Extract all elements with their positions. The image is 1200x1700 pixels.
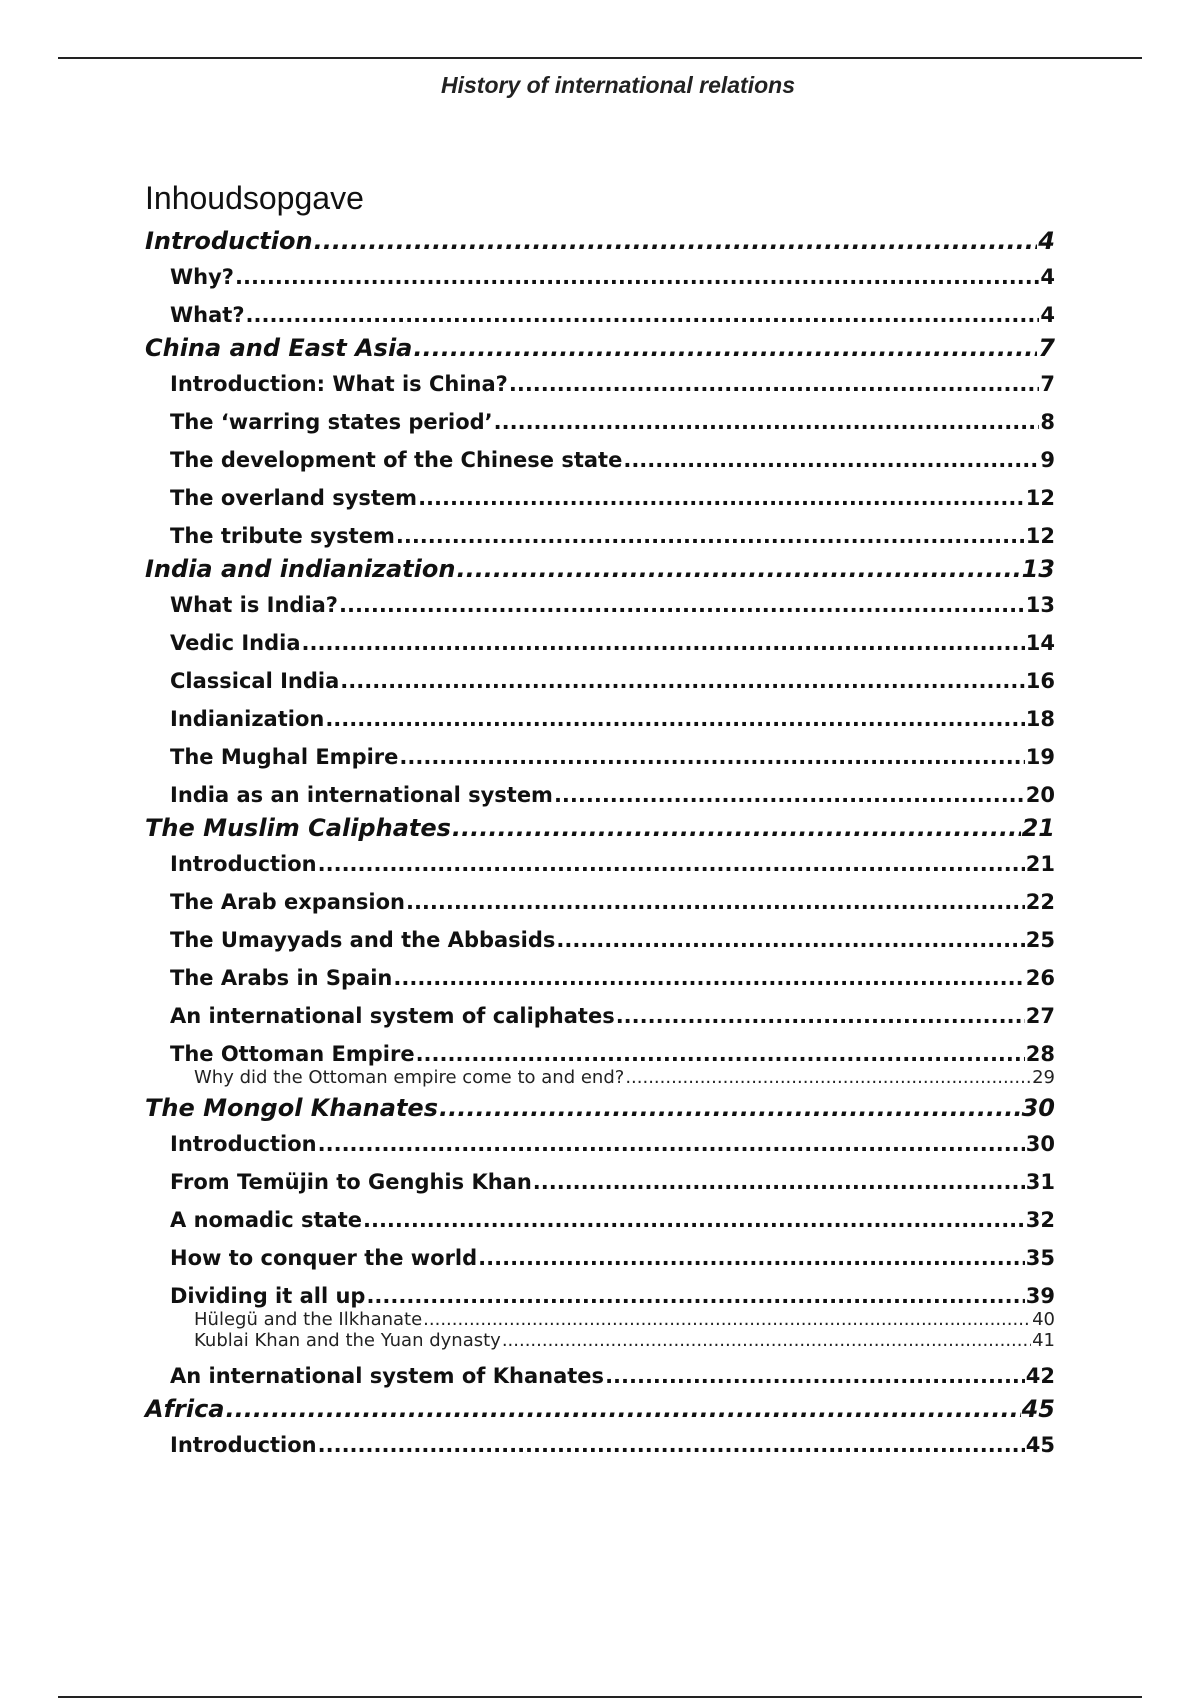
toc-entry-label: The overland system [170,486,418,510]
toc-entry-page: 7 [1038,334,1055,362]
toc-entry[interactable] [170,409,1055,435]
toc-dot-leader [226,1394,1021,1424]
toc-entry-page: 41 [1032,1330,1055,1351]
toc-entry[interactable] [170,782,1055,808]
toc-dot-leader [235,264,1039,290]
toc-entry-label: Introduction: What is China? [170,372,508,396]
toc-dot-leader [302,630,1025,656]
toc-dot-leader [616,1003,1025,1029]
toc-entry-label: The tribute system [170,524,395,548]
toc-entry-page: 28 [1025,1042,1055,1066]
toc-entry-page: 21 [1021,814,1055,842]
toc-entry[interactable] [194,1309,1055,1330]
toc-entry-page: 45 [1021,1395,1055,1423]
header-rule [58,57,1142,59]
toc-entry-page: 21 [1025,852,1055,876]
toc-entry-page: 29 [1032,1067,1055,1088]
toc-entry-page: 30 [1025,1132,1055,1156]
toc-dot-leader [318,1432,1025,1458]
toc-entry-page: 12 [1025,524,1055,548]
toc-entry[interactable] [170,447,1055,473]
toc-entry-page: 19 [1025,745,1055,769]
toc-entry-label: The Arab expansion [170,890,405,914]
toc-dot-leader [340,668,1024,694]
toc-entry[interactable] [194,1330,1055,1351]
toc-dot-leader [456,554,1020,584]
toc-dot-leader [625,1067,1031,1088]
toc-dot-leader [406,889,1025,915]
toc-entry-label: Hülegü and the Ilkhanate [194,1309,423,1330]
toc-entry-label: A nomadic state [170,1208,362,1232]
toc-entry-label: The Umayyads and the Abbasids [170,928,556,952]
toc-entry-page: 45 [1025,1433,1055,1457]
toc-dot-leader [452,813,1021,843]
toc-entry[interactable] [170,523,1055,549]
toc-title: Inhoudsopgave [145,180,364,216]
toc-entry-page: 4 [1040,265,1055,289]
toc-entry-page: 25 [1025,928,1055,952]
toc-dot-leader [478,1245,1025,1271]
toc-entry[interactable] [145,1394,1055,1424]
toc-dot-leader [246,302,1040,328]
toc-entry-label: From Temüjin to Genghis Khan [170,1170,532,1194]
toc-entry-page: 14 [1025,631,1055,655]
toc-entry-label: An international system of Khanates [170,1364,605,1388]
toc-entry-label: Vedic India [170,631,301,655]
toc-entry-label: What? [170,303,245,327]
toc-entry[interactable] [170,1363,1055,1389]
toc-entry-label: The Arabs in Spain [170,966,393,990]
toc-entry[interactable] [170,371,1055,397]
toc-entry-label: How to conquer the world [170,1246,478,1270]
toc-entry[interactable] [170,668,1055,694]
toc-entry-label: India and indianization [145,555,456,583]
toc-entry-label: Why? [170,265,234,289]
toc-entry[interactable] [145,1093,1055,1123]
toc-entry-label: Classical India [170,669,340,693]
toc-entry[interactable] [170,1003,1055,1029]
toc-entry-label: The Ottoman Empire [170,1042,415,1066]
toc-entry-label: Introduction [170,1132,317,1156]
toc-entry-page: 31 [1025,1170,1055,1194]
toc-entry-page: 32 [1025,1208,1055,1232]
toc-entry[interactable] [170,485,1055,511]
toc-entry[interactable] [170,851,1055,877]
toc-dot-leader [366,1283,1024,1309]
toc-entry[interactable] [170,965,1055,991]
toc-dot-leader [314,226,1038,256]
toc-entry-page: 4 [1038,227,1055,255]
toc-entry-page: 39 [1025,1284,1055,1308]
toc-entry-label: Africa [145,1395,225,1423]
toc-dot-leader [509,371,1040,397]
toc-entry[interactable] [170,1041,1055,1067]
toc-entry-page: 13 [1025,593,1055,617]
toc-entry[interactable] [145,813,1055,843]
toc-dot-leader [318,851,1025,877]
toc-entry-page: 22 [1025,890,1055,914]
toc-entry-label: Introduction [170,1433,317,1457]
toc-entry-label: What is India? [170,593,338,617]
toc-entry-label: China and East Asia [145,334,413,362]
toc-entry[interactable] [170,1432,1055,1458]
toc-dot-leader [339,592,1025,618]
toc-entry[interactable] [170,1245,1055,1271]
toc-entry-page: 9 [1040,448,1055,472]
table-of-contents [145,226,1055,1458]
toc-entry[interactable] [145,333,1055,363]
toc-entry[interactable] [170,1131,1055,1157]
toc-entry-page: 4 [1040,303,1055,327]
toc-entry-label: Indianization [170,707,325,731]
toc-entry-label: The Mughal Empire [170,745,399,769]
toc-entry-page: 20 [1025,783,1055,807]
toc-entry-label: The Mongol Khanates [145,1094,438,1122]
toc-dot-leader [554,782,1025,808]
toc-dot-leader [439,1093,1021,1123]
toc-dot-leader [318,1131,1025,1157]
toc-dot-leader [533,1169,1025,1195]
toc-entry-label: Why did the Ottoman empire come to and end? [194,1067,625,1088]
toc-entry-page: 26 [1025,966,1055,990]
toc-dot-leader [363,1207,1025,1233]
toc-entry[interactable] [170,264,1055,290]
toc-entry[interactable] [170,592,1055,618]
running-header: History of international relations [441,72,795,98]
toc-entry-label: The Muslim Caliphates [145,814,451,842]
toc-entry[interactable] [170,630,1055,656]
toc-entry[interactable] [194,1067,1055,1088]
toc-dot-leader [325,706,1024,732]
toc-entry[interactable] [170,889,1055,915]
toc-entry-label: An international system of caliphates [170,1004,615,1028]
toc-entry-page: 12 [1025,486,1055,510]
toc-entry-page: 40 [1032,1309,1055,1330]
toc-entry-label: Introduction [170,852,317,876]
toc-entry-page: 42 [1025,1364,1055,1388]
toc-dot-leader [494,409,1040,435]
toc-dot-leader [423,1309,1031,1330]
toc-entry-label: The ‘warring states period’ [170,410,493,434]
toc-entry[interactable] [170,1283,1055,1309]
toc-entry-page: 7 [1040,372,1055,396]
toc-dot-leader [502,1330,1031,1351]
toc-entry-label: Introduction [145,227,313,255]
toc-entry-page: 35 [1025,1246,1055,1270]
toc-entry-label: Dividing it all up [170,1284,366,1308]
toc-entry[interactable] [170,744,1055,770]
toc-entry-label: India as an international system [170,783,553,807]
toc-dot-leader [393,965,1024,991]
toc-entry[interactable] [170,302,1055,328]
toc-entry-page: 13 [1021,555,1055,583]
toc-dot-leader [623,447,1039,473]
toc-entry[interactable] [170,706,1055,732]
toc-entry[interactable] [145,554,1055,584]
toc-entry[interactable] [170,1169,1055,1195]
toc-entry[interactable] [170,927,1055,953]
toc-dot-leader [399,744,1024,770]
toc-dot-leader [605,1363,1025,1389]
toc-entry-label: Kublai Khan and the Yuan dynasty [194,1330,501,1351]
footer-rule [58,1696,1142,1698]
toc-dot-leader [396,523,1025,549]
toc-dot-leader [418,485,1025,511]
toc-dot-leader [556,927,1024,953]
toc-entry-label: The development of the Chinese state [170,448,623,472]
toc-entry[interactable] [145,226,1055,256]
toc-entry-page: 27 [1025,1004,1055,1028]
toc-entry-page: 8 [1040,410,1055,434]
toc-entry[interactable] [170,1207,1055,1233]
toc-entry-page: 30 [1021,1094,1055,1122]
toc-entry-page: 16 [1025,669,1055,693]
toc-entry-page: 18 [1025,707,1055,731]
toc-dot-leader [416,1041,1025,1067]
toc-dot-leader [413,333,1037,363]
